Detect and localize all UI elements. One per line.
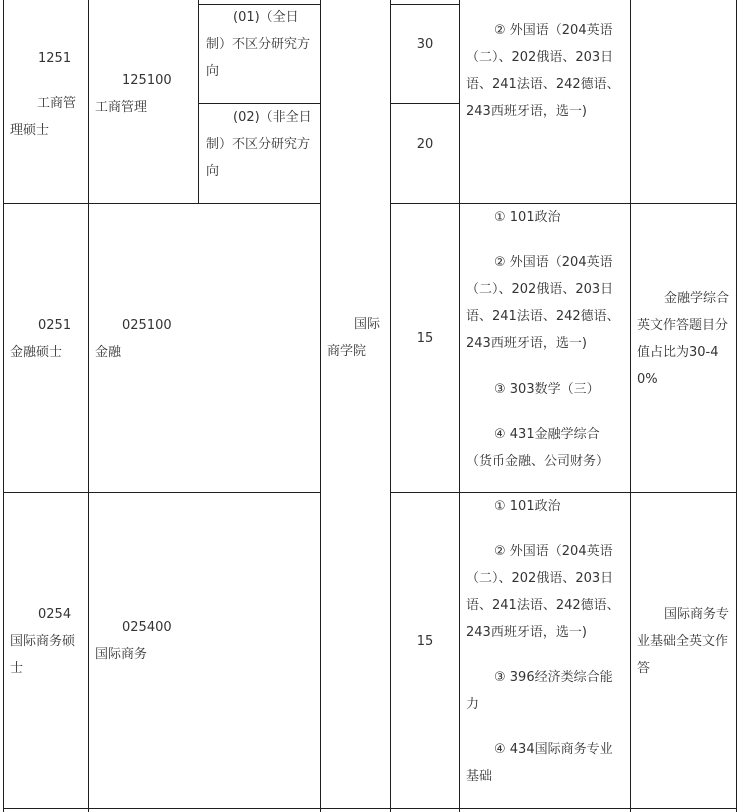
exam-subject-line: ① 101政治: [494, 499, 561, 514]
note-line: 国际商务专: [664, 607, 730, 622]
direction-text: (02)（非全日: [233, 110, 312, 125]
field-code: 125100: [122, 73, 172, 88]
exam-subject-line: （二）、202俄语、203日: [466, 50, 614, 65]
school-name: 商学院: [327, 344, 367, 359]
major-code: 1251: [38, 51, 72, 66]
exam-subject-line: 语、241法语、242德语、: [466, 598, 620, 613]
field-name: 工商管理: [95, 100, 148, 115]
note-line: 金融学综合: [664, 291, 730, 306]
exam-subject-line: ② 外国语（204英语: [494, 23, 613, 38]
field-code: 025400: [122, 620, 172, 635]
school-name: 国际: [354, 317, 381, 332]
exam-subject-line: 243西班牙语，选一): [466, 104, 587, 119]
quota: 15: [416, 331, 434, 346]
exam-subject-line: ② 外国语（204英语: [494, 255, 613, 270]
exam-subject-line: （货币金融、公司财务）: [466, 454, 610, 469]
note-line: 答: [637, 661, 651, 676]
major-code: 0254: [38, 607, 72, 622]
note-line: 业基础全英文作: [637, 634, 729, 649]
note-line: 0%: [637, 372, 658, 387]
exam-subject-line: 语、241法语、242德语、: [466, 309, 620, 324]
exam-subject-line: 243西班牙语，选一): [466, 336, 587, 351]
major-name-line: 理硕士: [10, 123, 50, 138]
field-name: 国际商务: [95, 647, 148, 662]
field-name: 金融: [95, 345, 122, 360]
exam-subject-line: 力: [466, 697, 480, 712]
direction-text: 制）不区分研究方: [206, 37, 311, 52]
exam-subject-line: ③ 303数学（三）: [494, 382, 600, 397]
quota: 15: [416, 634, 434, 649]
exam-subject-line: 243西班牙语，选一): [466, 625, 587, 640]
major-name-line: 工商管: [37, 96, 77, 111]
exam-subject-line: ① 101政治: [494, 210, 561, 225]
exam-subject-line: 基础: [466, 769, 493, 784]
exam-subject-line: ④ 434国际商务专业: [494, 742, 613, 757]
direction-text: 制）不区分研究方: [206, 137, 311, 152]
exam-subject-line: ③ 396经济类综合能: [494, 670, 613, 685]
field-code: 025100: [122, 318, 172, 333]
quota: 30: [416, 37, 434, 52]
major-name-line: 士: [10, 661, 24, 676]
quota: 20: [416, 137, 434, 152]
note-line: 值占比为30-4: [637, 345, 719, 360]
note-line: 英文作答题目分: [637, 318, 729, 333]
direction-text: 向: [206, 164, 220, 179]
major-name-line: 金融硕士: [10, 345, 63, 360]
direction-text: (01)（全日: [233, 10, 299, 25]
exam-subject-line: 语、241法语、242德语、: [466, 77, 620, 92]
direction-text: 向: [206, 64, 220, 79]
exam-subject-line: （二）、202俄语、203日: [466, 571, 614, 586]
exam-subject-line: ② 外国语（204英语: [494, 544, 613, 559]
major-name-line: 国际商务硕: [10, 634, 76, 649]
major-code: 0251: [38, 318, 72, 333]
exam-subject-line: （二）、202俄语、203日: [466, 282, 614, 297]
exam-subject-line: ④ 431金融学综合: [494, 427, 600, 442]
